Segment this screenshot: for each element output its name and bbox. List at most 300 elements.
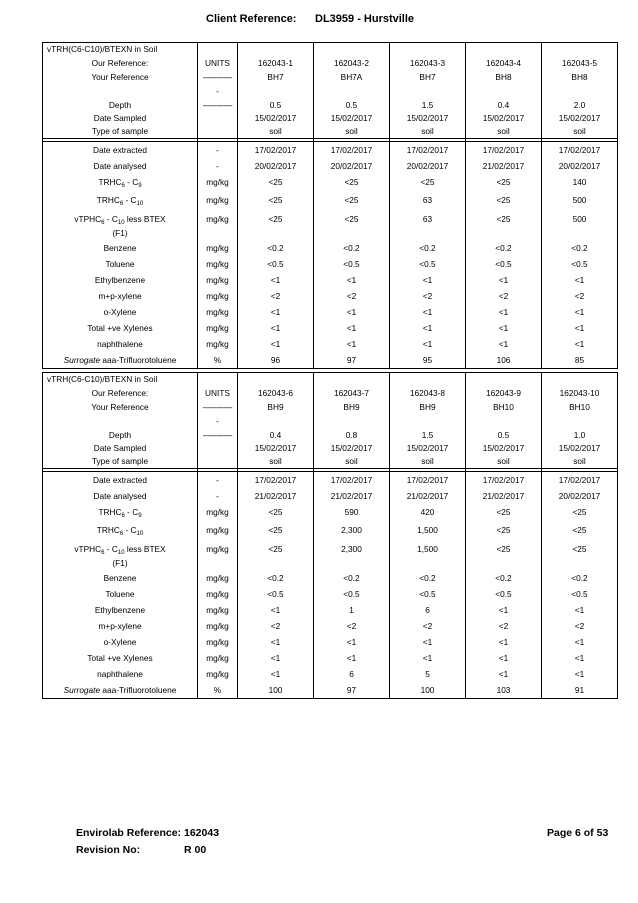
empty-cell xyxy=(390,414,466,428)
table-row xyxy=(43,455,618,469)
analyte-value: 17/02/2017 xyxy=(542,142,618,159)
units-header: UNITS xyxy=(198,386,238,400)
analyte-value: 63 xyxy=(390,210,466,240)
table-row xyxy=(43,98,618,112)
table-row xyxy=(43,618,618,634)
sample-our-reference: 162043-5 xyxy=(542,56,618,70)
analyte-value: <25 xyxy=(542,522,618,540)
analyte-unit: mg/kg xyxy=(198,570,238,586)
table-row xyxy=(43,352,618,369)
sample-date-sampled: 15/02/2017 xyxy=(238,112,314,125)
analyte-value: <0.2 xyxy=(390,240,466,256)
analyte-value: <1 xyxy=(542,634,618,650)
analyte-name: m+p-xylene xyxy=(43,288,198,304)
analyte-value: <25 xyxy=(466,522,542,540)
analyte-value: 17/02/2017 xyxy=(466,472,542,489)
analyte-unit: mg/kg xyxy=(198,192,238,210)
analyte-value: <1 xyxy=(390,336,466,352)
sample-your-reference: BH8 xyxy=(466,70,542,84)
empty-cell xyxy=(238,43,314,57)
analyte-value: <2 xyxy=(238,288,314,304)
analyte-value: 100 xyxy=(238,682,314,699)
analyte-value: <25 xyxy=(238,174,314,192)
analyte-value: <0.5 xyxy=(542,586,618,602)
table-row xyxy=(43,504,618,522)
analyte-unit: mg/kg xyxy=(198,522,238,540)
analyte-value: <1 xyxy=(314,272,390,288)
analyte-name: Ethylbenzene xyxy=(43,272,198,288)
sample-your-reference: BH10 xyxy=(466,400,542,414)
type-of-sample-label: Type of sample xyxy=(43,455,198,469)
analyte-value: <25 xyxy=(466,540,542,570)
analyte-value: 63 xyxy=(390,192,466,210)
results-table-2 xyxy=(42,372,618,699)
revision-label: Revision No: xyxy=(76,844,141,856)
analyte-value: 6 xyxy=(390,602,466,618)
analyte-value: <0.2 xyxy=(542,240,618,256)
unit-dashes: ------------- xyxy=(198,98,238,112)
analyte-value: <1 xyxy=(542,602,618,618)
table-row xyxy=(43,428,618,442)
analyte-name: Benzene xyxy=(43,240,198,256)
sample-depth: 0.5 xyxy=(314,98,390,112)
sample-type: soil xyxy=(390,455,466,469)
analyte-value: 21/02/2017 xyxy=(314,488,390,504)
analyte-value: <1 xyxy=(238,336,314,352)
analyte-value: 91 xyxy=(542,682,618,699)
analyte-value: <1 xyxy=(314,634,390,650)
analyte-unit: mg/kg xyxy=(198,634,238,650)
analyte-value: 500 xyxy=(542,210,618,240)
empty-cell xyxy=(466,373,542,387)
analyte-value: <1 xyxy=(238,304,314,320)
sample-depth: 1.5 xyxy=(390,428,466,442)
analyte-value: <25 xyxy=(466,210,542,240)
analyte-value: <0.5 xyxy=(466,586,542,602)
analyte-value: 500 xyxy=(542,192,618,210)
client-reference-value: DL3959 - Hurstville xyxy=(315,13,415,25)
analyte-name: vTPHC$_6$ - $C_{10}$ less BTEX (F1) xyxy=(43,540,198,570)
analyte-value: <1 xyxy=(314,650,390,666)
table-row xyxy=(43,84,618,98)
empty-cell xyxy=(198,442,238,455)
envirolab-reference-value: 162043 xyxy=(184,827,220,839)
empty-cell xyxy=(390,43,466,57)
unit-dash: - xyxy=(198,84,238,98)
analyte-value: 590 xyxy=(314,504,390,522)
your-reference-label: Your Reference xyxy=(43,400,198,414)
your-reference-label: Your Reference xyxy=(43,70,198,84)
analyte-value: 20/02/2017 xyxy=(314,158,390,174)
analyte-unit: - xyxy=(198,158,238,174)
analyte-value: <1 xyxy=(238,602,314,618)
analyte-name: Date extracted xyxy=(43,472,198,489)
analyte-value: <25 xyxy=(466,174,542,192)
analyte-value: 20/02/2017 xyxy=(390,158,466,174)
table-row xyxy=(43,472,618,489)
analyte-unit: mg/kg xyxy=(198,304,238,320)
empty-cell xyxy=(43,414,198,428)
table-row xyxy=(43,272,618,288)
analyte-value: <1 xyxy=(542,320,618,336)
analyte-value: <2 xyxy=(542,288,618,304)
empty-cell xyxy=(542,414,618,428)
unit-dashes: ------------- xyxy=(198,70,238,84)
analyte-value: <2 xyxy=(466,618,542,634)
sample-our-reference: 162043-9 xyxy=(466,386,542,400)
table-title: vTRH(C6-C10)/BTEXN in Soil xyxy=(43,43,198,57)
table-row xyxy=(43,414,618,428)
analyte-value: <1 xyxy=(238,272,314,288)
analyte-value: <25 xyxy=(390,174,466,192)
sample-depth: 1.0 xyxy=(542,428,618,442)
analyte-value: 106 xyxy=(466,352,542,369)
analyte-name: naphthalene xyxy=(43,336,198,352)
sample-type: soil xyxy=(314,125,390,139)
empty-cell xyxy=(466,84,542,98)
sample-your-reference: BH9 xyxy=(390,400,466,414)
sample-date-sampled: 15/02/2017 xyxy=(314,112,390,125)
analyte-value: <1 xyxy=(542,336,618,352)
empty-cell xyxy=(198,125,238,139)
analyte-value: <1 xyxy=(466,336,542,352)
empty-cell xyxy=(466,43,542,57)
analyte-value: <0.2 xyxy=(314,570,390,586)
sample-your-reference: BH8 xyxy=(542,70,618,84)
analyte-value: <25 xyxy=(542,540,618,570)
analyte-value: <25 xyxy=(314,210,390,240)
table-row xyxy=(43,666,618,682)
analyte-value: <25 xyxy=(314,192,390,210)
table-row xyxy=(43,586,618,602)
analyte-value: <0.5 xyxy=(238,256,314,272)
analyte-value: 5 xyxy=(390,666,466,682)
sample-type: soil xyxy=(542,125,618,139)
analyte-value: <1 xyxy=(466,320,542,336)
analyte-value: <0.2 xyxy=(542,570,618,586)
analyte-value: 21/02/2017 xyxy=(466,158,542,174)
empty-cell xyxy=(542,84,618,98)
analyte-value: <1 xyxy=(466,272,542,288)
table-row xyxy=(43,488,618,504)
table-row xyxy=(43,386,618,400)
analyte-value: <25 xyxy=(466,504,542,522)
our-reference-label: Our Reference: xyxy=(43,386,198,400)
analyte-name: Surrogate aaa-Trifluorotoluene xyxy=(43,682,198,699)
analyte-name: o-Xylene xyxy=(43,304,198,320)
empty-cell xyxy=(198,43,238,57)
analyte-unit: - xyxy=(198,488,238,504)
units-header: UNITS xyxy=(198,56,238,70)
table-row xyxy=(43,125,618,139)
empty-cell xyxy=(542,373,618,387)
sample-type: soil xyxy=(466,125,542,139)
analyte-value: <0.2 xyxy=(466,570,542,586)
table-row xyxy=(43,304,618,320)
analyte-unit: mg/kg xyxy=(198,602,238,618)
sample-depth: 0.4 xyxy=(238,428,314,442)
sample-date-sampled: 15/02/2017 xyxy=(238,442,314,455)
analyte-value: 97 xyxy=(314,682,390,699)
analyte-value: <1 xyxy=(390,320,466,336)
sample-type: soil xyxy=(542,455,618,469)
analyte-value: 17/02/2017 xyxy=(238,472,314,489)
sample-depth: 0.5 xyxy=(466,428,542,442)
our-reference-label: Our Reference: xyxy=(43,56,198,70)
analyte-name: Date analysed xyxy=(43,158,198,174)
empty-cell xyxy=(466,414,542,428)
analyte-value: <1 xyxy=(542,304,618,320)
analyte-value: 1,500 xyxy=(390,522,466,540)
analyte-value: 20/02/2017 xyxy=(542,158,618,174)
analyte-name: o-Xylene xyxy=(43,634,198,650)
analyte-value: <0.5 xyxy=(314,586,390,602)
analyte-unit: mg/kg xyxy=(198,504,238,522)
analyte-value: 6 xyxy=(314,666,390,682)
analyte-value: 17/02/2017 xyxy=(314,142,390,159)
analyte-value: <2 xyxy=(390,288,466,304)
sample-date-sampled: 15/02/2017 xyxy=(542,442,618,455)
analyte-unit: mg/kg xyxy=(198,240,238,256)
analyte-unit: mg/kg xyxy=(198,210,238,240)
sample-date-sampled: 15/02/2017 xyxy=(466,442,542,455)
analyte-name: $TRHC_6 - C_{10}$ xyxy=(43,192,198,210)
analyte-value: <0.5 xyxy=(466,256,542,272)
analyte-value: 17/02/2017 xyxy=(314,472,390,489)
analyte-value: 21/02/2017 xyxy=(466,488,542,504)
analyte-value: <1 xyxy=(314,320,390,336)
analyte-value: <2 xyxy=(314,618,390,634)
analyte-unit: mg/kg xyxy=(198,320,238,336)
analyte-value: 2,300 xyxy=(314,522,390,540)
analyte-value: 17/02/2017 xyxy=(390,142,466,159)
analyte-value: 2,300 xyxy=(314,540,390,570)
analyte-value: <2 xyxy=(238,618,314,634)
analyte-value: 85 xyxy=(542,352,618,369)
analyte-value: <0.5 xyxy=(542,256,618,272)
sample-our-reference: 162043-7 xyxy=(314,386,390,400)
analyte-value: <1 xyxy=(390,634,466,650)
unit-dashes: ------------- xyxy=(198,428,238,442)
table-row xyxy=(43,158,618,174)
table-row xyxy=(43,602,618,618)
table-row xyxy=(43,56,618,70)
analyte-unit: mg/kg xyxy=(198,650,238,666)
results-table-1 xyxy=(42,42,618,369)
table-row xyxy=(43,256,618,272)
analyte-value: <0.5 xyxy=(238,586,314,602)
sample-your-reference: BH9 xyxy=(238,400,314,414)
analyte-value: <1 xyxy=(314,304,390,320)
analyte-value: <1 xyxy=(466,304,542,320)
analyte-unit: % xyxy=(198,352,238,369)
analyte-value: <2 xyxy=(390,618,466,634)
table-row xyxy=(43,682,618,699)
analyte-value: <1 xyxy=(238,634,314,650)
analyte-name: Date analysed xyxy=(43,488,198,504)
analyte-value: <1 xyxy=(466,650,542,666)
analyte-value: <1 xyxy=(542,650,618,666)
analyte-value: 20/02/2017 xyxy=(238,158,314,174)
sample-type: soil xyxy=(466,455,542,469)
table-row xyxy=(43,400,618,414)
analyte-name: Total +ve Xylenes xyxy=(43,320,198,336)
analyte-unit: mg/kg xyxy=(198,666,238,682)
analyte-value: <1 xyxy=(466,634,542,650)
table-row xyxy=(43,192,618,210)
analyte-name: $TRHC_6 - C_{10}$ xyxy=(43,522,198,540)
sample-depth: 1.5 xyxy=(390,98,466,112)
analyte-value: <25 xyxy=(238,504,314,522)
analyte-unit: mg/kg xyxy=(198,586,238,602)
table-row xyxy=(43,43,618,57)
analyte-value: <25 xyxy=(238,522,314,540)
sample-our-reference: 162043-2 xyxy=(314,56,390,70)
empty-cell xyxy=(238,373,314,387)
analyte-unit: mg/kg xyxy=(198,288,238,304)
analyte-name: $TRHC_6 - C_9$ xyxy=(43,504,198,522)
analyte-value: <1 xyxy=(466,602,542,618)
analyte-value: <1 xyxy=(466,666,542,682)
revision-value: R 00 xyxy=(184,844,207,856)
analyte-value: 17/02/2017 xyxy=(466,142,542,159)
depth-label: Depth xyxy=(43,428,198,442)
sample-type: soil xyxy=(390,125,466,139)
analyte-value: 17/02/2017 xyxy=(238,142,314,159)
empty-cell xyxy=(542,43,618,57)
date-sampled-label: Date Sampled xyxy=(43,112,198,125)
analyte-value: 95 xyxy=(390,352,466,369)
empty-cell xyxy=(314,414,390,428)
analyte-value: 1,500 xyxy=(390,540,466,570)
analyte-value: 96 xyxy=(238,352,314,369)
empty-cell xyxy=(314,373,390,387)
analyte-name: Toluene xyxy=(43,586,198,602)
sample-our-reference: 162043-6 xyxy=(238,386,314,400)
table-row xyxy=(43,70,618,84)
analyte-value: <0.2 xyxy=(466,240,542,256)
table-row xyxy=(43,540,618,570)
analyte-value: <2 xyxy=(542,618,618,634)
analyte-name: Benzene xyxy=(43,570,198,586)
table-title: vTRH(C6-C10)/BTEXN in Soil xyxy=(43,373,198,387)
analyte-unit: mg/kg xyxy=(198,540,238,570)
table-row xyxy=(43,174,618,192)
sample-depth: 0.5 xyxy=(238,98,314,112)
empty-cell xyxy=(390,84,466,98)
sample-our-reference: 162043-8 xyxy=(390,386,466,400)
analyte-unit: mg/kg xyxy=(198,174,238,192)
table-row xyxy=(43,112,618,125)
analyte-value: <25 xyxy=(238,210,314,240)
analyte-value: 17/02/2017 xyxy=(390,472,466,489)
empty-cell xyxy=(198,373,238,387)
analyte-value: 17/02/2017 xyxy=(542,472,618,489)
analyte-name: Date extracted xyxy=(43,142,198,159)
table-row xyxy=(43,570,618,586)
analyte-value: <1 xyxy=(238,650,314,666)
analyte-value: <2 xyxy=(466,288,542,304)
analyte-value: 100 xyxy=(390,682,466,699)
table-row xyxy=(43,634,618,650)
sample-our-reference: 162043-4 xyxy=(466,56,542,70)
analyte-value: <1 xyxy=(542,272,618,288)
page-number: Page 6 of 53 xyxy=(547,827,609,839)
table-row xyxy=(43,442,618,455)
table-row xyxy=(43,240,618,256)
analyte-value: <1 xyxy=(238,666,314,682)
sample-your-reference: BH7 xyxy=(238,70,314,84)
unit-dash: - xyxy=(198,414,238,428)
table-row xyxy=(43,522,618,540)
table-row xyxy=(43,288,618,304)
empty-cell xyxy=(43,84,198,98)
analyte-unit: mg/kg xyxy=(198,336,238,352)
analyte-value: 103 xyxy=(466,682,542,699)
analyte-name: m+p-xylene xyxy=(43,618,198,634)
analyte-name: naphthalene xyxy=(43,666,198,682)
sample-your-reference: BH7 xyxy=(390,70,466,84)
analyte-name: Ethylbenzene xyxy=(43,602,198,618)
table-row xyxy=(43,650,618,666)
analyte-name: Toluene xyxy=(43,256,198,272)
sample-our-reference: 162043-3 xyxy=(390,56,466,70)
analyte-unit: - xyxy=(198,142,238,159)
empty-cell xyxy=(198,112,238,125)
sample-date-sampled: 15/02/2017 xyxy=(542,112,618,125)
analyte-unit: - xyxy=(198,472,238,489)
analyte-value: <0.5 xyxy=(314,256,390,272)
analyte-value: 1 xyxy=(314,602,390,618)
analyte-value: <0.2 xyxy=(314,240,390,256)
analyte-value: 21/02/2017 xyxy=(390,488,466,504)
sample-date-sampled: 15/02/2017 xyxy=(314,442,390,455)
empty-cell xyxy=(314,43,390,57)
table-row xyxy=(43,336,618,352)
analyte-name: vTPHC$_6$ - $C_{10}$ less BTEX (F1) xyxy=(43,210,198,240)
analyte-value: <0.2 xyxy=(238,570,314,586)
empty-cell xyxy=(238,414,314,428)
type-of-sample-label: Type of sample xyxy=(43,125,198,139)
sample-depth: 0.8 xyxy=(314,428,390,442)
analyte-value: 21/02/2017 xyxy=(238,488,314,504)
analyte-name: Total +ve Xylenes xyxy=(43,650,198,666)
analyte-value: <0.2 xyxy=(238,240,314,256)
empty-cell xyxy=(238,84,314,98)
analyte-value: <25 xyxy=(238,540,314,570)
analyte-unit: % xyxy=(198,682,238,699)
analyte-value: <25 xyxy=(466,192,542,210)
sample-depth: 0.4 xyxy=(466,98,542,112)
sample-your-reference: BH7A xyxy=(314,70,390,84)
analyte-value: <1 xyxy=(390,272,466,288)
analyte-unit: mg/kg xyxy=(198,256,238,272)
analyte-value: 140 xyxy=(542,174,618,192)
sample-date-sampled: 15/02/2017 xyxy=(390,112,466,125)
analyte-value: <25 xyxy=(238,192,314,210)
sample-our-reference: 162043-1 xyxy=(238,56,314,70)
analyte-value: <25 xyxy=(542,504,618,522)
table-row xyxy=(43,320,618,336)
sample-your-reference: BH9 xyxy=(314,400,390,414)
analyte-unit: mg/kg xyxy=(198,618,238,634)
table-row xyxy=(43,373,618,387)
analyte-value: <1 xyxy=(390,304,466,320)
date-sampled-label: Date Sampled xyxy=(43,442,198,455)
table-row xyxy=(43,142,618,159)
sample-type: soil xyxy=(238,125,314,139)
sample-our-reference: 162043-10 xyxy=(542,386,618,400)
